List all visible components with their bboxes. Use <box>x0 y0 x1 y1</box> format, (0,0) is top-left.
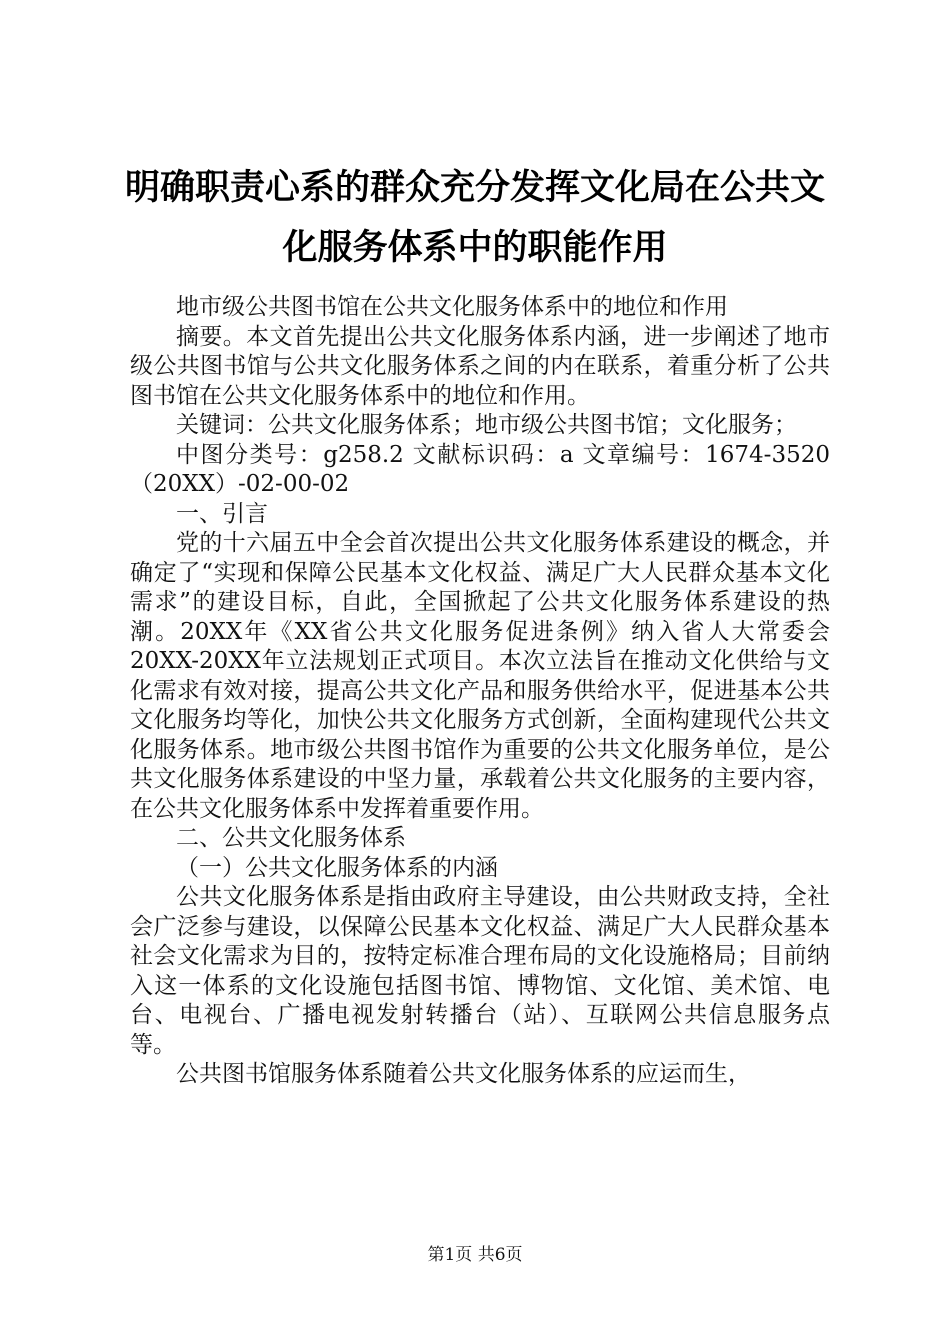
library-system-paragraph: 公共图书馆服务体系随着公共文化服务体系的应运而生， <box>176 1061 751 1087</box>
intro-paragraph: 党的十六届五中全会首次提出公共文化服务体系建设的概念，并确定了“实现和保障公民基本文化权益、满足广大人民群众基本文化需求”的建设目标，自此，全国掀起了公共文化服务体系建设的热潮。20XX年《XX省公共文化服务促进条例》纳入省人大常委会20XX-20XX年立法规划正式项目。本次立法旨在推动文化供给与文化需求有效对接，提高公共文化产品和服务供给水平，促进基本公共文化服务均等化，加快公共文化服务方式创新，全面构建现代公共文化服务体系。地市级公共图书馆作为重要的公共文化服务单位，是公共文化服务体系建设的中坚力量，承载着公共文化服务的主要内容，在公共文化服务体系中发挥着重要作用。 <box>130 530 830 822</box>
connotation-paragraph: 公共文化服务体系是指由政府主导建设，由公共财政支持，全社会广泛参与建设，以保障公民基本文化权益、满足广大人民群众基本社会文化需求为目的，按特定标准合理布局的文化设施格局；目前纳入这一体系的文化设施包括图书馆、博物馆、文化馆、美术馆、电台、电视台、广播电视发射转播台（站）、互联网公共信息服务点等。 <box>130 884 830 1058</box>
section-heading-system: 二、公共文化服务体系 <box>176 825 406 851</box>
subsection-heading-connotation: （一）公共文化服务体系的内涵 <box>176 854 498 881</box>
keywords-paragraph: 关键词：公共文化服务体系；地市级公共图书馆；文化服务； <box>176 412 797 438</box>
document-title-line-1: 明确职责心系的群众充分发挥文化局在公共文 <box>124 167 825 208</box>
document-body <box>130 293 830 1090</box>
page-footer: 第1页 共6页 <box>427 1245 523 1265</box>
section-heading-intro: 一、引言 <box>176 500 268 527</box>
document-title-line-2: 化服务体系中的职能作用 <box>282 227 668 268</box>
abstract-paragraph: 摘要。本文首先提出公共文化服务体系内涵，进一步阐述了地市级公共图书馆与公共文化服务体系之间的内在联系，着重分析了公共图书馆在公共文化服务体系中的地位和作用。 <box>130 323 830 409</box>
classification-paragraph: 中图分类号：g258.2 文献标识码：a 文章编号：1674-3520（20XX）-02-00-02 <box>130 441 830 497</box>
subtitle-paragraph: 地市级公共图书馆在公共文化服务体系中的地位和作用 <box>176 294 728 320</box>
